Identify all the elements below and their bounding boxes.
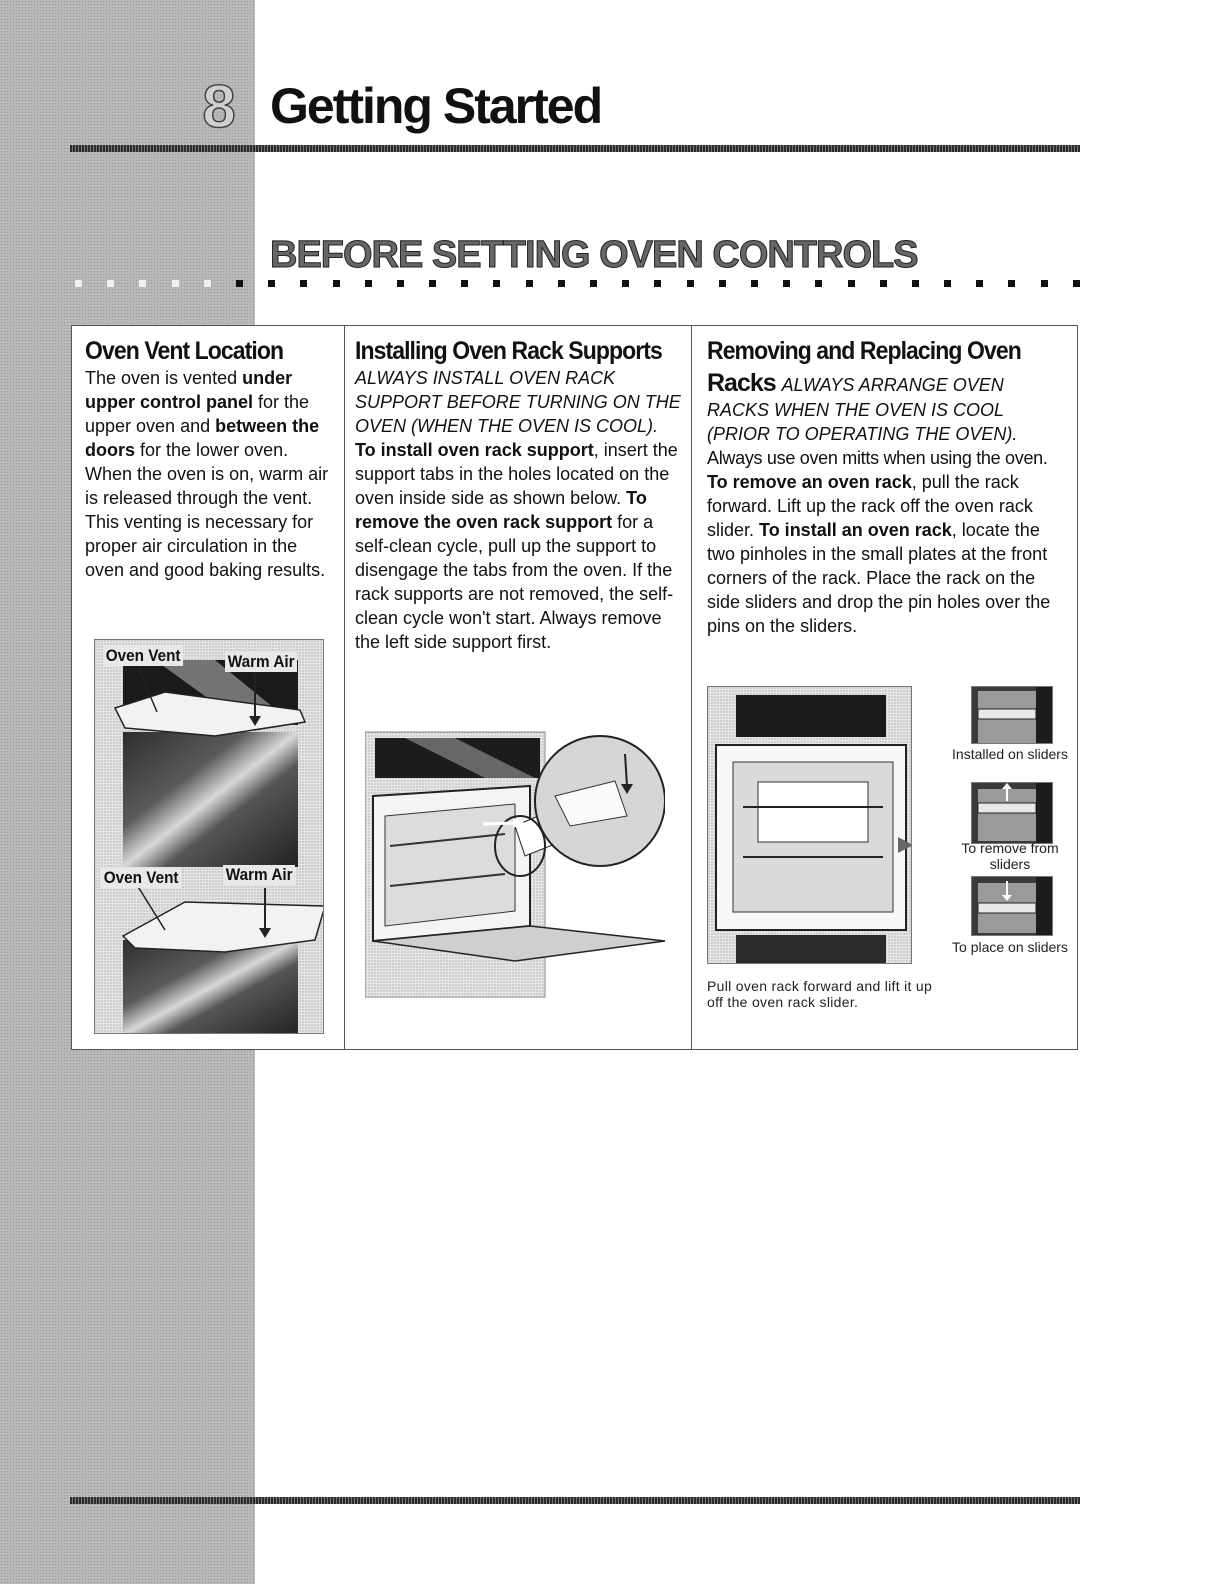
rack-supports-warning: ALWAYS INSTALL OVEN RACK SUPPORT BEFORE TURNING ON THE OVEN (WHEN THE OVEN IS COOL). [355, 368, 681, 436]
oven-racks-warning: ALWAYS ARRANGE OVEN RACKS WHEN THE OVEN IS COOL (PRIOR TO OPERATING THE OVEN). [707, 375, 1018, 444]
rack-supports-text [355, 438, 685, 654]
instruction-panel [71, 325, 1078, 1050]
rack-supports-heading: Installing Oven Rack Supports [355, 337, 662, 365]
slider-installed-illustration [971, 686, 1053, 744]
text-run-0: The oven is vented [85, 368, 243, 388]
oven-vent-label-bottom: Oven Vent [101, 868, 181, 888]
text-run-3: , locate the two pinholes in the small plates at the front corners of the rack. Place the rack on the side sliders and drop the pin holes over the pins on the sliders. [707, 520, 1051, 636]
oven-racks-heading: Removing and Replacing Oven [707, 337, 1021, 365]
oven-racks-heading-cont: Racks [707, 369, 776, 397]
page-number: 8 [202, 73, 236, 140]
rack-support-illustration [365, 726, 665, 1001]
bold-run-3: between the doors [85, 416, 320, 460]
text-run-3: for a self-clean cycle, pull up the support to disengage the tabs from the oven. If the rack supports are not removed, the self-clean cycle won't start. Always remove the left side support first. [355, 512, 674, 652]
oven-vent-heading: Oven Vent Location [85, 337, 284, 365]
text-run-1: , pull the rack forward. Lift up the rack off the oven rack slider. [707, 472, 1033, 540]
bold-run-0: To install oven rack support [355, 440, 594, 460]
bold-run-2: To remove the oven rack support [355, 488, 647, 532]
text-run-2: for the upper oven and [85, 392, 310, 436]
warm-air-label-bottom: Warm Air [223, 865, 295, 885]
oven-rack-pull-icon [708, 687, 912, 964]
bold-run-1: under upper control panel [85, 368, 293, 412]
slider-remove-icon [972, 783, 1053, 844]
section-dot-leader [75, 277, 1080, 289]
text-run-1: , insert the support tabs in the holes located on the oven inside side as shown below. [355, 440, 678, 508]
slider-remove-illustration [971, 782, 1053, 844]
bold-run-0: To remove an oven rack [707, 472, 912, 492]
oven-racks-text [707, 470, 1069, 638]
bold-run-2: To install an oven rack [759, 520, 952, 540]
caption-installed: Installed on sliders [952, 746, 1068, 762]
rack-supports-column [344, 326, 691, 1049]
slider-installed-icon [972, 687, 1053, 744]
slider-place-icon [972, 877, 1053, 936]
caption-remove: To remove from sliders [961, 840, 1059, 872]
warm-air-label-top: Warm Air [225, 652, 297, 672]
footer-rule [70, 1497, 1080, 1504]
slider-place-illustration [971, 876, 1053, 936]
oven-racks-column [691, 326, 1077, 1049]
oven-rack-illustration [707, 686, 912, 964]
oven-vent-column [72, 326, 344, 1049]
oven-mitts-note: Always use oven mitts when using the oven. [707, 448, 1048, 468]
oven-vent-label-top: Oven Vent [103, 646, 183, 666]
double-oven-vent-illustration [94, 639, 324, 1034]
section-title: BEFORE SETTING OVEN CONTROLS [270, 234, 918, 276]
oven-vent-text [85, 366, 330, 582]
double-oven-icon [95, 640, 324, 1034]
caption-pull: Pull oven rack forward and lift it up off the oven rack slider. [707, 978, 933, 1010]
text-run-4: for the lower oven. When the oven is on, warm air is released through the vent. This venting is necessary for proper air circulation in the oven and good baking results. [85, 440, 329, 580]
oven-rack-support-icon [365, 726, 665, 1001]
header-rule [70, 145, 1080, 152]
page-title: Getting Started [270, 78, 602, 134]
caption-place: To place on sliders [952, 939, 1068, 955]
